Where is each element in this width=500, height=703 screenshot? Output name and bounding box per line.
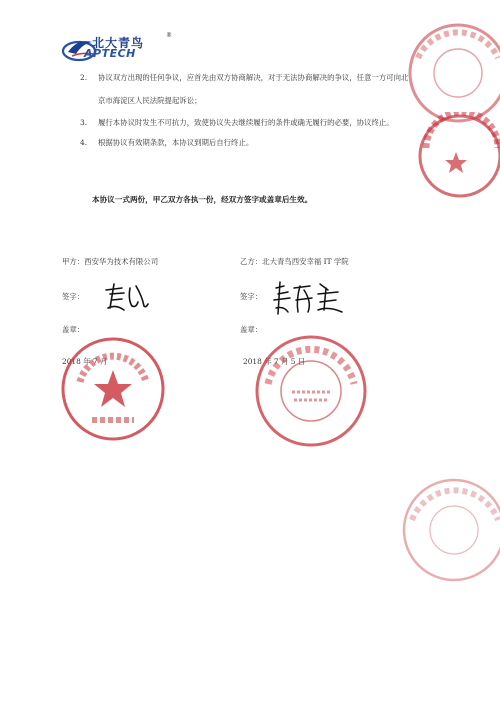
clause-text: 根据协议有效期条款，本协议到期后自行终止。 — [98, 138, 254, 147]
clause-number: 4. — [80, 138, 88, 147]
party-a-seal-label: 盖章： — [62, 325, 85, 334]
clause-number: 2. — [80, 73, 88, 82]
party-b-signature-label: 签字： — [240, 292, 263, 301]
party-b-school-seal — [252, 332, 370, 450]
logo-registered-mark: ® — [166, 32, 172, 39]
clause-text: 履行本协议时发生不可抗力，致使协议失去继续履行的条件或确无履行的必要，协议终止。 — [98, 118, 394, 127]
party-b-seal-label: 盖章： — [240, 325, 263, 334]
logo-name-cn: 北大青鸟 — [92, 36, 145, 50]
company-logo — [62, 32, 172, 66]
party-b-date: 2018 年 7 月 5 日 — [243, 357, 306, 366]
party-b-name: 乙方：北大青鸟西安幸福 IT 学院 — [240, 257, 349, 266]
party-a-date: 2018 年 7 月 — [62, 357, 108, 366]
clause-2-continuation: 京市海淀区人民法院提起诉讼； — [98, 96, 202, 105]
page-edge-seal-middle — [402, 112, 500, 200]
party-a-contract-seal — [58, 334, 168, 444]
effectiveness-statement: 本协议一式两份，甲乙双方各执一份，经双方签字或盖章后生效。 — [92, 195, 313, 204]
logo-name-en: APTECH — [84, 47, 136, 60]
party-a-handwritten-signature — [100, 280, 152, 314]
page-edge-seal-bottom — [384, 470, 500, 590]
clause-text: 协议双方出现的任何争议，应首先由双方协商解决，对于无法协商解决的争议，任意一方可向北 — [98, 73, 409, 82]
party-a-signature-label: 签字： — [62, 292, 85, 301]
clause-number: 3. — [80, 118, 88, 127]
party-b-handwritten-signature — [270, 280, 348, 318]
party-a-name: 甲方：西安华为技术有限公司 — [62, 257, 159, 266]
